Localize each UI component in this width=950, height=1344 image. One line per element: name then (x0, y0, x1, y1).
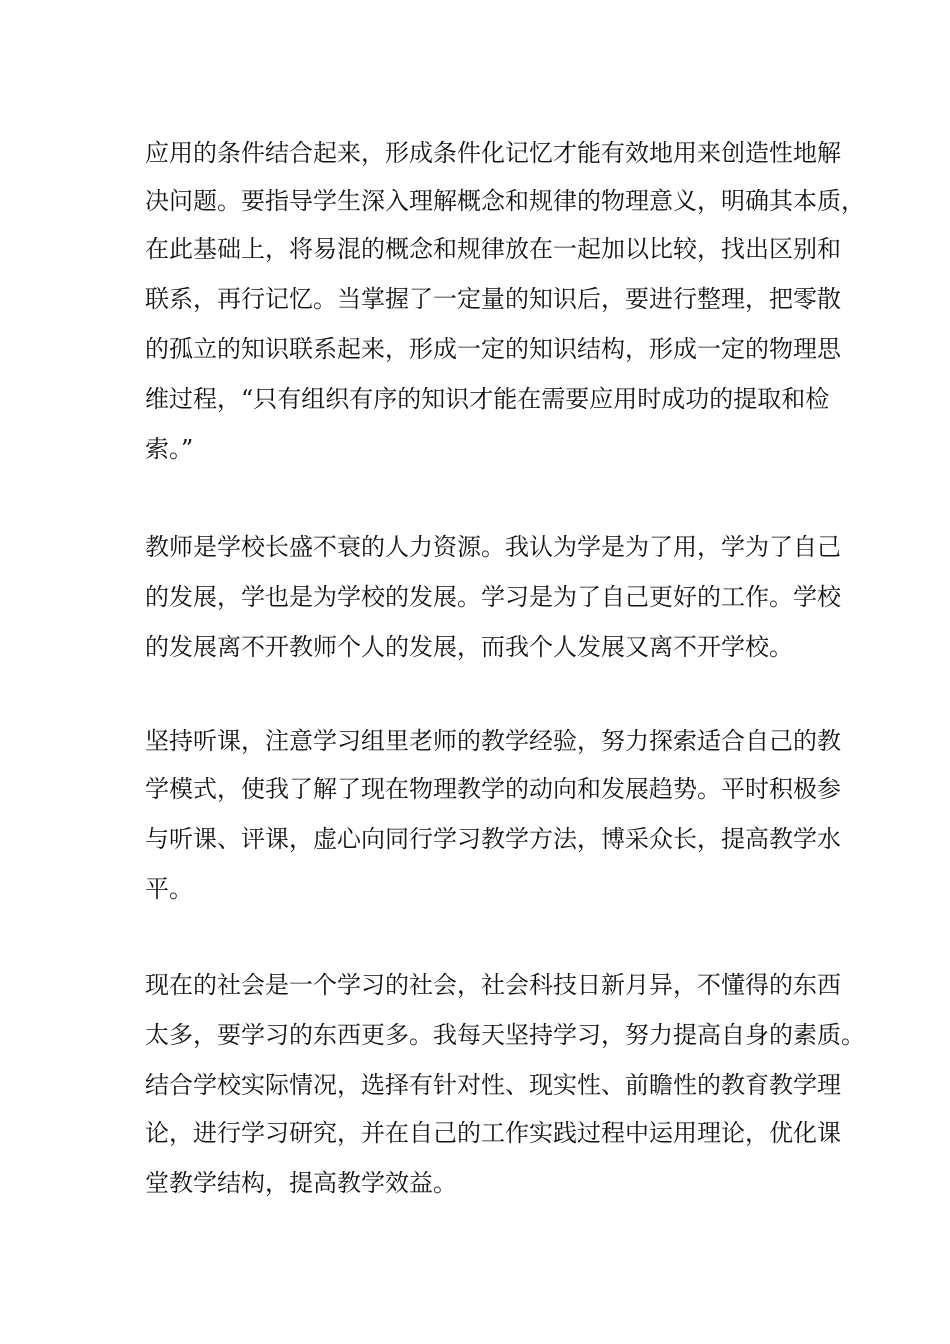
paragraph-line: 坚持听课，注意学习组里老师的教学经验，努力探索适合自己的教 (145, 727, 841, 755)
paragraph-line: 联系，再行记忆。当掌握了一定量的知识后，要进行整理，把零散 (145, 285, 841, 313)
paragraph-line: 太多，要学习的东西更多。我每天坚持学习，努力提高自身的素质。 (145, 1021, 865, 1049)
paragraph-line: 在此基础上，将易混的概念和规律放在一起加以比较，找出区别和 (145, 235, 841, 263)
paragraph-line: 结合学校实际情况，选择有针对性、现实性、前瞻性的教育教学理 (145, 1071, 841, 1099)
paragraph-line: 论，进行学习研究，并在自己的工作实践过程中运用理论，优化课 (145, 1119, 841, 1147)
paragraph-line: 应用的条件结合起来，形成条件化记忆才能有效地用来创造性地解 (145, 139, 841, 167)
paragraph-line: 平。 (145, 875, 193, 903)
paragraph-line: 的发展，学也是为学校的发展。学习是为了自己更好的工作。学校 (145, 583, 841, 611)
paragraph-line: 索。” (145, 435, 194, 463)
paragraph-line: 维过程，“只有组织有序的知识才能在需要应用时成功的提取和检 (145, 385, 830, 413)
paragraph-line: 与听课、评课，虚心向同行学习教学方法，博采众长，提高教学水 (145, 825, 841, 853)
paragraph-line: 的孤立的知识联系起来，形成一定的知识结构，形成一定的物理思 (145, 335, 841, 363)
paragraph-line: 的发展离不开教师个人的发展，而我个人发展又离不开学校。 (145, 633, 793, 661)
paragraph-line: 堂教学结构，提高教学效益。 (145, 1169, 457, 1197)
paragraph-line: 现在的社会是一个学习的社会，社会科技日新月异，不懂得的东西 (145, 971, 841, 999)
paragraph-line: 决问题。要指导学生深入理解概念和规律的物理意义，明确其本质， (145, 187, 865, 215)
paragraph-line: 教师是学校长盛不衰的人力资源。我认为学是为了用，学为了自己 (145, 533, 841, 561)
paragraph-line: 学模式，使我了解了现在物理教学的动向和发展趋势。平时积极参 (145, 775, 841, 803)
